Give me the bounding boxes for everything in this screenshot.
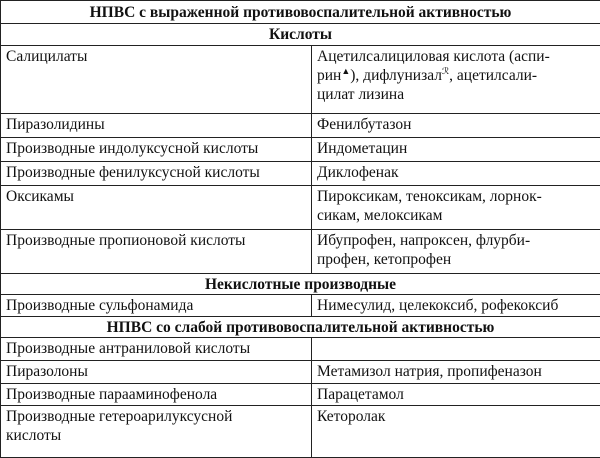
subsection-header-acids: Кислоты [1,24,600,46]
table-row [1,230,600,274]
drug-group-cell: Производные индолуксусной кислоты [1,138,312,162]
drug-names-cell: Пироксикам, теноксикам, лорнок- сикам, мелоксикам [312,186,600,230]
table-row [1,46,600,114]
drug-names-cell: Метамизол натрия, пропифеназон [312,361,600,384]
table-row [1,338,600,361]
drug-names-cell: Диклофенак [312,162,600,186]
table-row [1,186,600,230]
drug-group-cell: Производные парааминофенола [1,384,312,406]
drug-group-cell: Пиразолоны [1,361,312,384]
drug-names-cell: Парацетамол [312,384,600,406]
table-row [1,317,600,338]
table-row [1,406,600,458]
subsection-header-non-acid: Некислотные производные [1,274,600,295]
section-header-weak-anti-inflammatory: НПВС со слабой противовоспалительной активностью [1,317,600,338]
table-row [1,384,600,406]
drug-names-cell: Индометацин [312,138,600,162]
drug-group-cell: Производные антраниловой кислоты [1,338,312,361]
drug-names-cell: Ацетилсалициловая кислота (аспи- рин▲), дифлунизал$^ℛ$, ацетилсали- цилат лизина [312,46,600,114]
table-row [1,361,600,384]
drug-names-cell: Кеторолак [312,406,600,458]
table-row [1,274,600,295]
drug-group-cell: Производные фенилуксусной кислоты [1,162,312,186]
drug-names-cell: Ибупрофен, напроксен, флурби- профен, кетопрофен [312,230,600,274]
table-row [1,138,600,162]
drug-group-cell: Салицилаты [1,46,312,114]
drug-group-cell: Производные сульфонамида [1,295,312,317]
section-header-strong-anti-inflammatory: НПВС с выраженной противовоспалительной активностью [1,1,600,24]
triangle-mark-icon: ▲ [341,66,350,76]
table-row [1,162,600,186]
table-row [1,114,600,138]
drug-group-cell: Оксикамы [1,186,312,230]
drug-names-cell [312,338,600,361]
drug-names-cell: Нимесулид, целекоксиб, рофекоксиб [312,295,600,317]
table-row [1,24,600,46]
drug-names-cell: Фенилбутазон [312,114,600,138]
drug-group-cell: Пиразолидины [1,114,312,138]
table-row [1,295,600,317]
drug-group-cell: Производные гетероарилуксусной кислоты [1,406,312,458]
drug-group-cell: Производные пропионовой кислоты [1,230,312,274]
prescription-mark-icon: ℛ [442,66,449,76]
table-row [1,1,600,24]
